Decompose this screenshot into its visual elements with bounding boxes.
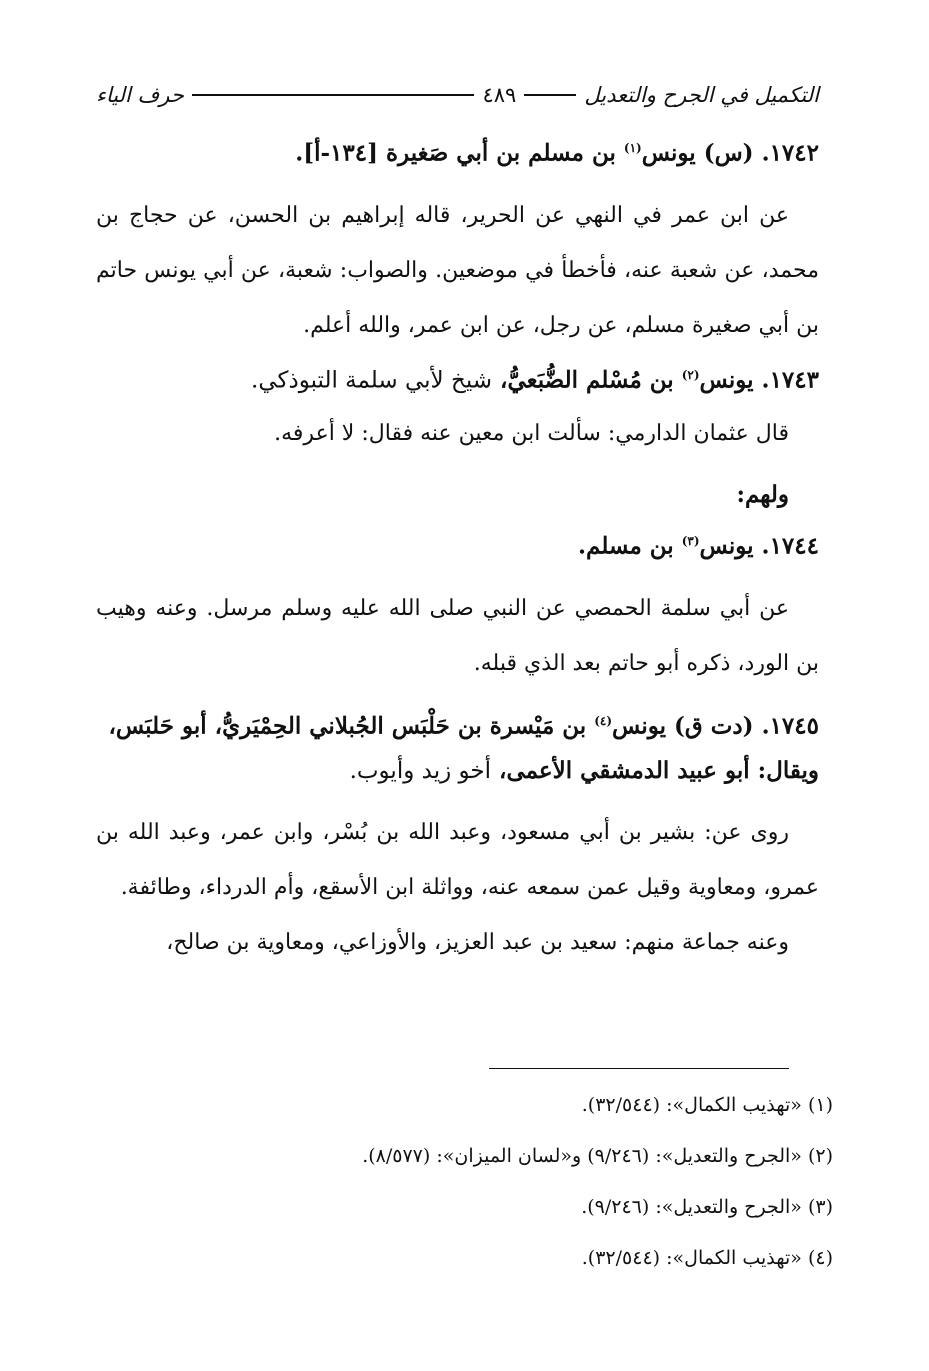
footnote-item: (٣) «الجرح والتعديل»: (٩/٢٤٦). [581, 1196, 833, 1218]
entry-text: عن ابن عمر في النهي عن الحرير، قاله إبراهيم بن الحسن، عن حجاج بن محمد، عن شعبة عنه، فأخطأ في موضعين. والصواب: شعبة، عن أبي يونس حاتم بن أبي صغيرة مسلم، عن رجل، عن ابن عمر، والله أعلم. [96, 202, 819, 338]
entry-heading-1745 [96, 699, 819, 793]
entry-lineage: بن مَيْسرة بن حَلْبَس الجُبلاني الحِمْيَريُّ، أبو حَلبَس، ويقال: أبو عبيد الدمشقي الأعمى، [108, 712, 819, 784]
entry-text: روى عن: بشير بن أبي مسعود، وعبد الله بن بُسْر، وابن عمر، وعبد الله بن عمرو، ومعاوية وقيل عمن سمعه عنه، وواثلة ابن الأسقع، وأم الدرداء، وطائفة. [96, 819, 819, 900]
running-head [96, 78, 819, 112]
entry-heading-1742 [96, 126, 819, 176]
entry-description: أخو زيد وأيوب. [349, 757, 492, 784]
page-number: ٤٨٩ [482, 83, 517, 107]
entry-heading-1743 [96, 353, 819, 403]
book-title: التكميل في الجرح والتعديل [584, 83, 819, 107]
entry-lineage: بن مُسْلم الضُّبَعيُّ، [492, 366, 682, 394]
footnote-item: (٤) «تهذيب الكمال»: (٣٢/٥٤٤). [581, 1247, 833, 1269]
section-label: ولهم: [736, 481, 789, 509]
footnote-ref: (١) [623, 141, 642, 155]
entry-lineage: بن مسلم بن أبي صَغيرة [١٣٤-أ]. [295, 139, 624, 167]
entry-description: شيخ لأبي سلمة التبوذكي. [251, 367, 493, 394]
entry-text: عن أبي سلمة الحمصي عن النبي صلى الله عليه وسلم مرسل. وعنه وهيب بن الورد، ذكره أبو حاتم بعد الذي قبله. [96, 595, 819, 676]
header-rule [192, 94, 475, 96]
entry-text: وعنه جماعة منهم: سعيد بن عبد العزيز، والأوزاعي، ومعاوية بن صالح، [166, 929, 789, 955]
chapter-title: حرف الياء [96, 83, 184, 107]
footnote-ref: (٣) [681, 534, 700, 549]
entry-heading-1744 [96, 519, 819, 569]
entry-number-name: ١٧٤٤. يونس [699, 532, 819, 560]
header-rule [524, 94, 576, 96]
entry-lineage: بن مسلم. [578, 532, 682, 560]
footnote-ref: (٤) [594, 713, 613, 728]
footnote-item: (٢) «الجرح والتعديل»: (٩/٢٤٦) و«لسان الميزان»: (٨/٥٧٧). [362, 1145, 833, 1167]
footnote-ref: (٢) [681, 367, 700, 382]
footnote-divider [489, 1068, 789, 1069]
footnotes [96, 1080, 833, 1284]
entry-text: قال عثمان الدارمي: سألت ابن معين عنه فقال: لا أعرفه. [274, 421, 789, 447]
entry-number-name: ١٧٤٥. (دت ق) يونس [612, 712, 819, 740]
entry-number-name: ١٧٤٣. يونس [699, 366, 819, 394]
entry-number-name: ١٧٤٢. (س) يونس [641, 139, 819, 167]
footnote-item: (١) «تهذيب الكمال»: (٣٢/٥٤٤). [581, 1094, 833, 1116]
